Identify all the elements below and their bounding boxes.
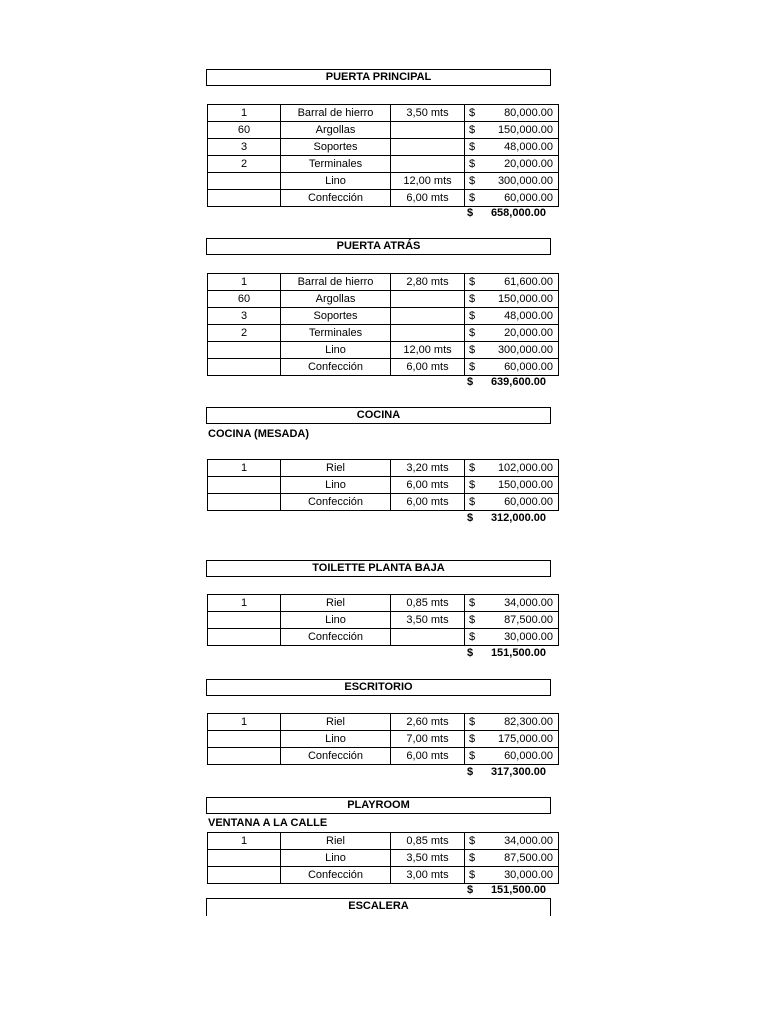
qty-cell <box>208 629 281 646</box>
table-row <box>208 291 559 308</box>
desc-cell: Confección <box>281 748 391 765</box>
amount-cell: 60,000.00 <box>481 748 559 765</box>
measure-cell: 2,60 mts <box>391 714 465 731</box>
items-table-cocina <box>207 459 559 511</box>
table-row <box>208 173 559 190</box>
measure-cell <box>391 325 465 342</box>
desc-cell: Riel <box>281 460 391 477</box>
measure-cell <box>391 139 465 156</box>
currency-cell: $ <box>465 105 482 122</box>
amount-cell: 60,000.00 <box>481 359 559 376</box>
currency-cell: $ <box>465 190 482 207</box>
desc-cell: Lino <box>281 850 391 867</box>
qty-cell: 1 <box>208 714 281 731</box>
currency-cell: $ <box>465 833 482 850</box>
total-currency: $ <box>467 884 474 896</box>
amount-cell: 150,000.00 <box>481 477 559 494</box>
qty-cell <box>208 731 281 748</box>
measure-cell: 3,20 mts <box>391 460 465 477</box>
qty-cell <box>208 867 281 884</box>
table-row <box>208 359 559 376</box>
desc-cell: Argollas <box>281 122 391 139</box>
table-row <box>208 748 559 765</box>
desc-cell: Confección <box>281 190 391 207</box>
qty-cell <box>208 190 281 207</box>
amount-cell: 150,000.00 <box>481 291 559 308</box>
desc-cell: Riel <box>281 833 391 850</box>
section-subtitle-playroom: VENTANA A LA CALLE <box>208 817 328 829</box>
desc-cell: Lino <box>281 612 391 629</box>
table-row <box>208 595 559 612</box>
qty-cell: 1 <box>208 105 281 122</box>
amount-cell: 300,000.00 <box>481 173 559 190</box>
qty-cell: 1 <box>208 274 281 291</box>
desc-cell: Barral de hierro <box>281 105 391 122</box>
measure-cell: 12,00 mts <box>391 342 465 359</box>
table-row <box>208 731 559 748</box>
table-row <box>208 325 559 342</box>
measure-cell <box>391 629 465 646</box>
desc-cell: Argollas <box>281 291 391 308</box>
desc-cell: Riel <box>281 595 391 612</box>
desc-cell: Confección <box>281 629 391 646</box>
desc-cell: Lino <box>281 731 391 748</box>
total-currency: $ <box>467 647 474 659</box>
table-row <box>208 833 559 850</box>
total-currency: $ <box>467 512 474 524</box>
qty-cell: 3 <box>208 308 281 325</box>
section-header-escalera: ESCALERA <box>206 898 551 916</box>
measure-cell: 0,85 mts <box>391 833 465 850</box>
qty-cell <box>208 173 281 190</box>
currency-cell: $ <box>465 612 482 629</box>
currency-cell: $ <box>465 460 482 477</box>
currency-cell: $ <box>465 595 482 612</box>
amount-cell: 20,000.00 <box>481 325 559 342</box>
measure-cell: 0,85 mts <box>391 595 465 612</box>
qty-cell: 60 <box>208 122 281 139</box>
table-row <box>208 867 559 884</box>
measure-cell: 7,00 mts <box>391 731 465 748</box>
amount-cell: 30,000.00 <box>481 629 559 646</box>
desc-cell: Soportes <box>281 308 391 325</box>
items-table-puerta-atras <box>207 273 559 376</box>
amount-cell: 102,000.00 <box>481 460 559 477</box>
table-row <box>208 139 559 156</box>
qty-cell <box>208 494 281 511</box>
qty-cell: 1 <box>208 460 281 477</box>
table-row <box>208 629 559 646</box>
amount-cell: 82,300.00 <box>481 714 559 731</box>
currency-cell: $ <box>465 139 482 156</box>
qty-cell: 2 <box>208 156 281 173</box>
measure-cell: 6,00 mts <box>391 359 465 376</box>
desc-cell: Lino <box>281 342 391 359</box>
qty-cell <box>208 359 281 376</box>
total-amount: 317,300.00 <box>490 766 546 778</box>
currency-cell: $ <box>465 342 482 359</box>
section-header-cocina: COCINA <box>206 407 551 424</box>
currency-cell: $ <box>465 748 482 765</box>
amount-cell: 87,500.00 <box>481 850 559 867</box>
section-header-playroom: PLAYROOM <box>206 797 551 814</box>
table-row <box>208 460 559 477</box>
table-row <box>208 308 559 325</box>
qty-cell: 2 <box>208 325 281 342</box>
amount-cell: 60,000.00 <box>481 190 559 207</box>
total-amount: 151,500.00 <box>490 884 546 896</box>
items-table-escritorio <box>207 713 559 765</box>
total-currency: $ <box>467 376 474 388</box>
measure-cell <box>391 122 465 139</box>
qty-cell <box>208 612 281 629</box>
table-row <box>208 122 559 139</box>
table-row <box>208 156 559 173</box>
qty-cell: 1 <box>208 833 281 850</box>
section-header-puerta-principal: PUERTA PRINCIPAL <box>206 69 551 86</box>
amount-cell: 30,000.00 <box>481 867 559 884</box>
measure-cell <box>391 156 465 173</box>
table-row <box>208 477 559 494</box>
amount-cell: 48,000.00 <box>481 139 559 156</box>
section-header-escritorio: ESCRITORIO <box>206 679 551 696</box>
desc-cell: Confección <box>281 494 391 511</box>
qty-cell <box>208 477 281 494</box>
currency-cell: $ <box>465 494 482 511</box>
desc-cell: Soportes <box>281 139 391 156</box>
currency-cell: $ <box>465 325 482 342</box>
currency-cell: $ <box>465 867 482 884</box>
currency-cell: $ <box>465 156 482 173</box>
total-amount: 312,000.00 <box>490 512 546 524</box>
table-row <box>208 714 559 731</box>
measure-cell: 6,00 mts <box>391 494 465 511</box>
measure-cell: 6,00 mts <box>391 190 465 207</box>
total-currency: $ <box>467 766 474 778</box>
desc-cell: Confección <box>281 359 391 376</box>
currency-cell: $ <box>465 714 482 731</box>
currency-cell: $ <box>465 359 482 376</box>
qty-cell: 60 <box>208 291 281 308</box>
currency-cell: $ <box>465 274 482 291</box>
measure-cell <box>391 308 465 325</box>
currency-cell: $ <box>465 629 482 646</box>
measure-cell: 3,00 mts <box>391 867 465 884</box>
measure-cell <box>391 291 465 308</box>
desc-cell: Terminales <box>281 156 391 173</box>
total-currency: $ <box>467 207 474 219</box>
desc-cell: Terminales <box>281 325 391 342</box>
desc-cell: Riel <box>281 714 391 731</box>
amount-cell: 20,000.00 <box>481 156 559 173</box>
items-table-toilette <box>207 594 559 646</box>
table-row <box>208 612 559 629</box>
section-subtitle-cocina: COCINA (MESADA) <box>208 428 310 440</box>
amount-cell: 150,000.00 <box>481 122 559 139</box>
table-row <box>208 494 559 511</box>
currency-cell: $ <box>465 173 482 190</box>
amount-cell: 34,000.00 <box>481 833 559 850</box>
desc-cell: Confección <box>281 867 391 884</box>
currency-cell: $ <box>465 731 482 748</box>
measure-cell: 3,50 mts <box>391 850 465 867</box>
qty-cell <box>208 850 281 867</box>
measure-cell: 2,80 mts <box>391 274 465 291</box>
amount-cell: 300,000.00 <box>481 342 559 359</box>
amount-cell: 34,000.00 <box>481 595 559 612</box>
desc-cell: Barral de hierro <box>281 274 391 291</box>
table-row <box>208 342 559 359</box>
section-header-puerta-atras: PUERTA ATRÁS <box>206 238 551 255</box>
measure-cell: 3,50 mts <box>391 105 465 122</box>
amount-cell: 87,500.00 <box>481 612 559 629</box>
currency-cell: $ <box>465 308 482 325</box>
qty-cell <box>208 748 281 765</box>
measure-cell: 3,50 mts <box>391 612 465 629</box>
qty-cell: 1 <box>208 595 281 612</box>
desc-cell: Lino <box>281 477 391 494</box>
qty-cell: 3 <box>208 139 281 156</box>
table-row <box>208 274 559 291</box>
currency-cell: $ <box>465 122 482 139</box>
measure-cell: 12,00 mts <box>391 173 465 190</box>
total-amount: 658,000.00 <box>490 207 546 219</box>
table-row <box>208 850 559 867</box>
measure-cell: 6,00 mts <box>391 477 465 494</box>
amount-cell: 61,600.00 <box>481 274 559 291</box>
currency-cell: $ <box>465 291 482 308</box>
table-row <box>208 105 559 122</box>
total-amount: 151,500.00 <box>490 647 546 659</box>
items-table-puerta-principal <box>207 104 559 207</box>
table-row <box>208 190 559 207</box>
desc-cell: Lino <box>281 173 391 190</box>
amount-cell: 175,000.00 <box>481 731 559 748</box>
amount-cell: 48,000.00 <box>481 308 559 325</box>
amount-cell: 80,000.00 <box>481 105 559 122</box>
currency-cell: $ <box>465 850 482 867</box>
items-table-playroom <box>207 832 559 884</box>
section-header-toilette-planta-baja: TOILETTE PLANTA BAJA <box>206 560 551 577</box>
qty-cell <box>208 342 281 359</box>
total-amount: 639,600.00 <box>490 376 546 388</box>
currency-cell: $ <box>465 477 482 494</box>
amount-cell: 60,000.00 <box>481 494 559 511</box>
measure-cell: 6,00 mts <box>391 748 465 765</box>
